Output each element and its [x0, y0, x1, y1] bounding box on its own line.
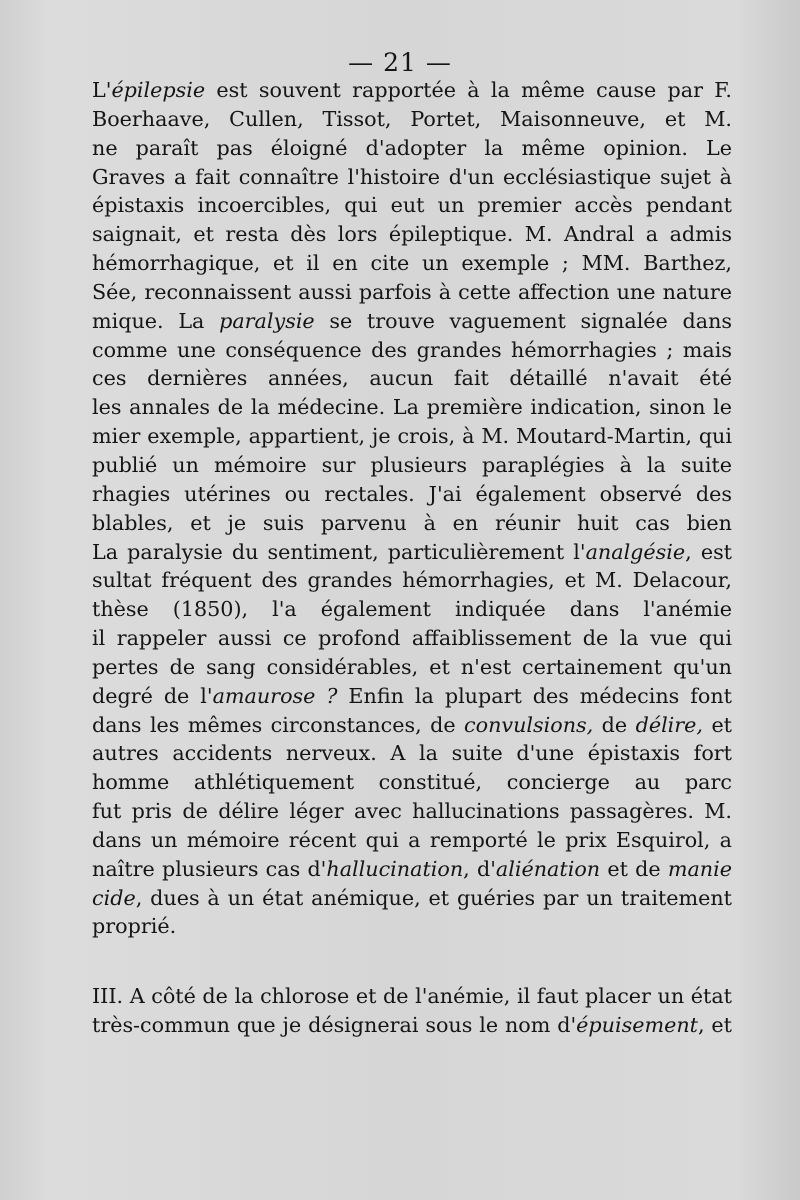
text-line: [92, 682, 732, 711]
text-line: [92, 566, 732, 595]
text-line: [92, 912, 732, 941]
text-line: [92, 538, 732, 567]
text-run: publié un mémoire sur plusieurs paraplégies à la suite: [92, 452, 732, 477]
text-line: [92, 595, 732, 624]
text-run: III. A côté de la chlorose et de l'anémie, il faut placer un état: [92, 984, 732, 1009]
italic-term: épuisement: [576, 1013, 698, 1038]
text-run: hémorrhagique, et il en cite un exemple ; MM. Barthez,: [92, 251, 732, 276]
text-line: [92, 163, 732, 192]
text-run: ces dernières années, aucun fait détaillé n'avait été: [92, 366, 732, 391]
text-run: pertes de sang considérables, et n'est certainement qu'un: [92, 654, 732, 679]
text-line: [92, 711, 732, 740]
text-run: est souvent rapportée à la même cause par F.: [216, 78, 732, 102]
text-run: fut pris de délire léger avec hallucinations passagères. M.: [92, 799, 732, 824]
text-run: , d': [463, 856, 496, 881]
italic-term: paralysie: [219, 308, 315, 333]
text-run: naître plusieurs cas d': [92, 856, 327, 881]
text-run: Boerhaave, Cullen, Tissot, Portet, Maisonneuve, et M.: [92, 106, 732, 131]
text-line: [92, 134, 732, 163]
text-line: [92, 422, 732, 451]
text-run: très-commun que je désignerai sous le nom d': [92, 1013, 577, 1038]
text-run: , dues à un état anémique, et guéries par un traitement: [135, 885, 732, 910]
text-line: [92, 451, 732, 480]
text-run: mier exemple, appartient, je crois, à M. Moutard-Martin, qui: [92, 424, 732, 449]
italic-term: délire,: [635, 712, 704, 737]
text-run: proprié.: [92, 914, 177, 939]
text-run: il rappeler aussi ce profond affaiblissement de la vue qui: [92, 626, 732, 651]
text-line: [92, 768, 732, 797]
text-run: et de: [600, 856, 668, 881]
text-line: [92, 220, 732, 249]
text-run: dans un mémoire récent qui a remporté le prix Esquirol, a: [92, 827, 732, 852]
text-line: [92, 191, 732, 220]
text-run: les annales de la médecine. La première indication, sinon le: [92, 395, 732, 420]
text-line: [92, 624, 732, 653]
text-line: [92, 509, 732, 538]
paragraph-gap: [92, 941, 732, 982]
text-line: [92, 278, 732, 307]
text-run: , et: [697, 1013, 732, 1038]
text-run: blables, et je suis parvenu à en réunir huit cas bien: [92, 510, 732, 535]
text-run: saignait, et resta dès lors épileptique. M. Andral a admis: [92, 222, 732, 247]
text-run: L': [92, 78, 112, 102]
text-line: [92, 336, 732, 365]
text-line: [92, 480, 732, 509]
italic-term: hallucination: [326, 856, 464, 881]
italic-term: épilepsie: [111, 78, 206, 102]
text-run: ne paraît pas éloigné d'adopter la même opinion. Le: [92, 135, 732, 160]
text-line: [92, 826, 732, 855]
text-run: comme une conséquence des grandes hémorrhagies ; mais: [92, 337, 732, 362]
text-line: [92, 76, 732, 105]
italic-term: amaurose ?: [212, 683, 338, 708]
text-run: autres accidents nerveux. A la suite d'une épistaxis fort: [92, 741, 732, 766]
text-run: rhagies utérines ou rectales. J'ai également observé des: [92, 481, 732, 506]
body-text: [92, 76, 732, 1040]
text-line: [92, 739, 732, 768]
text-line: [92, 1011, 732, 1040]
text-line: [92, 982, 732, 1011]
text-run: homme athlétiquement constitué, concierge au parc: [92, 770, 732, 795]
text-run: Sée, reconnaissent aussi parfois à cette affection une nature: [92, 279, 732, 304]
text-run: épistaxis incoercibles, qui eut un premier accès pendant: [92, 193, 732, 218]
text-line: [92, 797, 732, 826]
italic-term: manie: [667, 856, 732, 881]
italic-term: cide: [92, 885, 136, 910]
text-line: [92, 855, 732, 884]
text-run: sultat fréquent des grandes hémorrhagies, et M. Delacour,: [92, 568, 732, 593]
text-run: dans les mêmes circonstances, de: [92, 712, 465, 737]
text-run: , est: [685, 539, 732, 564]
text-run: Enfin la plupart des médecins font: [348, 683, 732, 708]
italic-term: convulsions,: [464, 712, 594, 737]
text-run: thèse (1850), l'a également indiquée dans l'anémie: [92, 597, 732, 622]
text-line: [92, 393, 732, 422]
text-line: [92, 249, 732, 278]
text-run: mique. La: [92, 308, 220, 333]
text-line: [92, 364, 732, 393]
text-run: de: [593, 712, 636, 737]
text-run: et: [711, 712, 732, 737]
italic-term: analgésie: [585, 539, 686, 564]
text-run: Graves a fait connaître l'histoire d'un ecclésiastique sujet à: [92, 164, 732, 189]
page-number: — 21 —: [348, 48, 452, 77]
text-line: [92, 307, 732, 336]
text-line: [92, 105, 732, 134]
italic-term: aliénation: [495, 856, 601, 881]
text-line: [92, 884, 732, 913]
text-line: [92, 653, 732, 682]
text-run: se trouve vaguement signalée dans: [329, 308, 732, 333]
text-run: degré de l': [92, 683, 213, 708]
text-run: La paralysie du sentiment, particulièrement l': [92, 539, 586, 564]
